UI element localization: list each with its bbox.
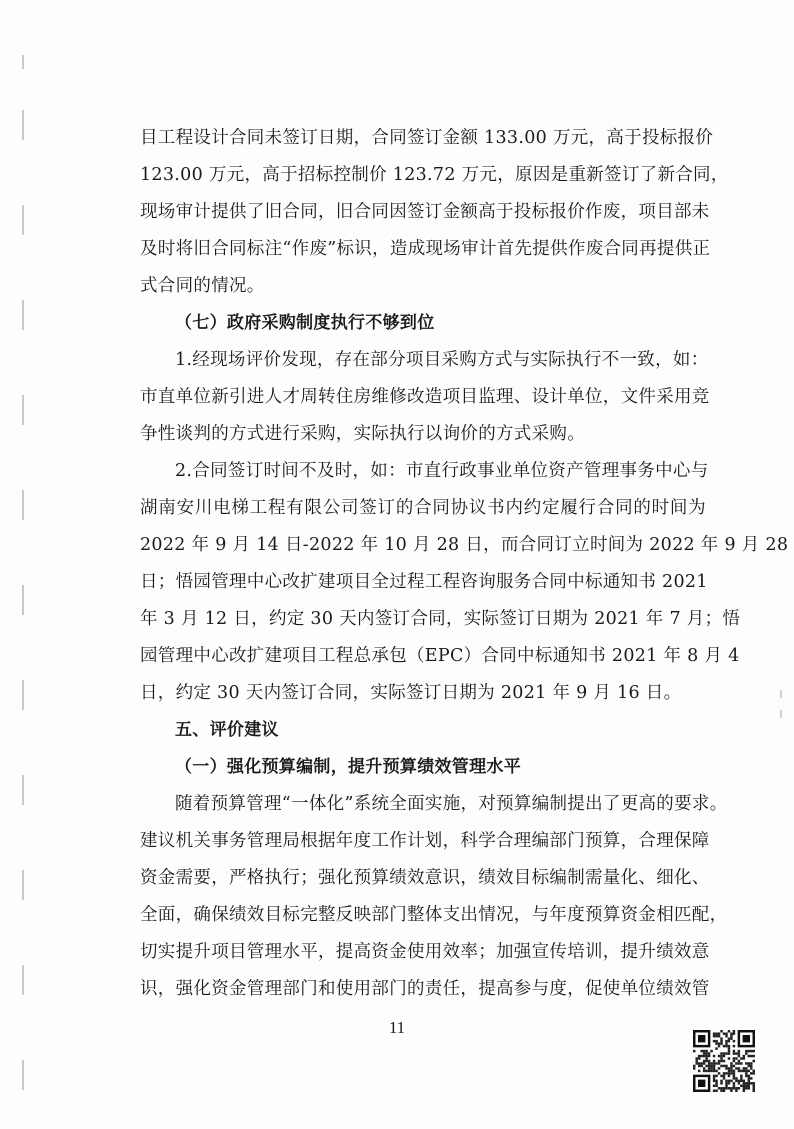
- binding-mark: [22, 965, 24, 995]
- text-line: 目工程设计合同未签订日期，合同签订金额 133.00 万元，高于投标报价: [140, 128, 714, 148]
- binding-mark: [22, 300, 24, 330]
- text-line: 2022 年 9 月 14 日-2022 年 10 月 28 日，而合同订立时间为 2022 年 9 月 28: [140, 535, 789, 555]
- binding-mark: [22, 680, 24, 710]
- binding-marks: [18, 0, 28, 1129]
- text-line: 及时将旧合同标注“作废”标识，造成现场审计首先提供作废合同再提供正: [140, 239, 711, 259]
- text-line: 日；悟园管理中心改扩建项目全过程工程咨询服务合同中标通知书 2021: [140, 572, 708, 592]
- binding-mark: [22, 870, 24, 900]
- scan-speck: [780, 690, 782, 698]
- text-line: 式合同的情况。: [140, 276, 265, 296]
- section-heading: 五、评价建议: [175, 720, 279, 740]
- binding-mark: [22, 110, 24, 140]
- text-line: 市直单位新引进人才周转住房维修改造项目监理、设计单位，文件采用竞: [140, 387, 710, 407]
- text-line: 日，约定 30 天内签订合同，实际签订日期为 2021 年 9 月 16 日。: [140, 683, 682, 703]
- scan-speck: [780, 710, 782, 718]
- binding-mark: [22, 395, 24, 425]
- text-line: 全面，确保绩效目标完整反映部门整体支出情况，与年度预算资金相匹配，: [140, 905, 728, 925]
- page-number: 11: [388, 1018, 406, 1037]
- text-line: 识，强化资金管理部门和使用部门的责任，提高参与度，促使单位绩效管: [140, 979, 710, 999]
- text-line: 现场审计提供了旧合同，旧合同因签订金额高于投标报价作废，项目部未: [140, 202, 710, 222]
- document-body: [140, 120, 789, 1008]
- text-line: 争性谈判的方式进行采购，实际执行以询价的方式采购。: [140, 424, 585, 444]
- text-line: 123.00 万元，高于招标控制价 123.72 万元，原因是重新签订了新合同，: [140, 165, 729, 185]
- text-line: 建议机关事务管理局根据年度工作计划，科学合理编部门预算，合理保障: [140, 831, 710, 851]
- binding-mark: [22, 490, 24, 520]
- binding-mark: [22, 1060, 24, 1090]
- text-line: 湖南安川电梯工程有限公司签订的合同协议书内约定履行合同的时间为: [140, 498, 706, 518]
- text-line: 园管理中心改扩建项目工程总承包（EPC）合同中标通知书 2021 年 8 月 4: [140, 646, 740, 666]
- binding-mark: [22, 585, 24, 615]
- binding-mark: [22, 775, 24, 805]
- scan-specks: [780, 690, 783, 730]
- binding-mark: [22, 205, 24, 235]
- text-line: 资金需要，严格执行；强化预算绩效意识，绩效目标编制需量化、细化、: [140, 868, 710, 888]
- qr-code-icon: [693, 1030, 755, 1092]
- text-line: 随着预算管理“一体化”系统全面实施，对预算编制提出了更高的要求。: [175, 794, 728, 814]
- text-line: 切实提升项目管理水平，提高资金使用效率；加强宣传培训，提升绩效意: [140, 942, 710, 962]
- text-line: 年 3 月 12 日，约定 30 天内签订合同，实际签订日期为 2021 年 7 月；悟: [140, 609, 741, 629]
- section-heading: （一）强化预算编制，提升预算绩效管理水平: [175, 757, 521, 777]
- text-line: 2.合同签订时间不及时，如：市直行政事业单位资产管理事务中心与: [175, 461, 709, 481]
- text-line: 1.经现场评价发现，存在部分项目采购方式与实际执行不一致，如：: [175, 350, 709, 370]
- binding-mark: [22, 55, 24, 69]
- section-heading: （七）政府采购制度执行不够到位: [175, 313, 435, 333]
